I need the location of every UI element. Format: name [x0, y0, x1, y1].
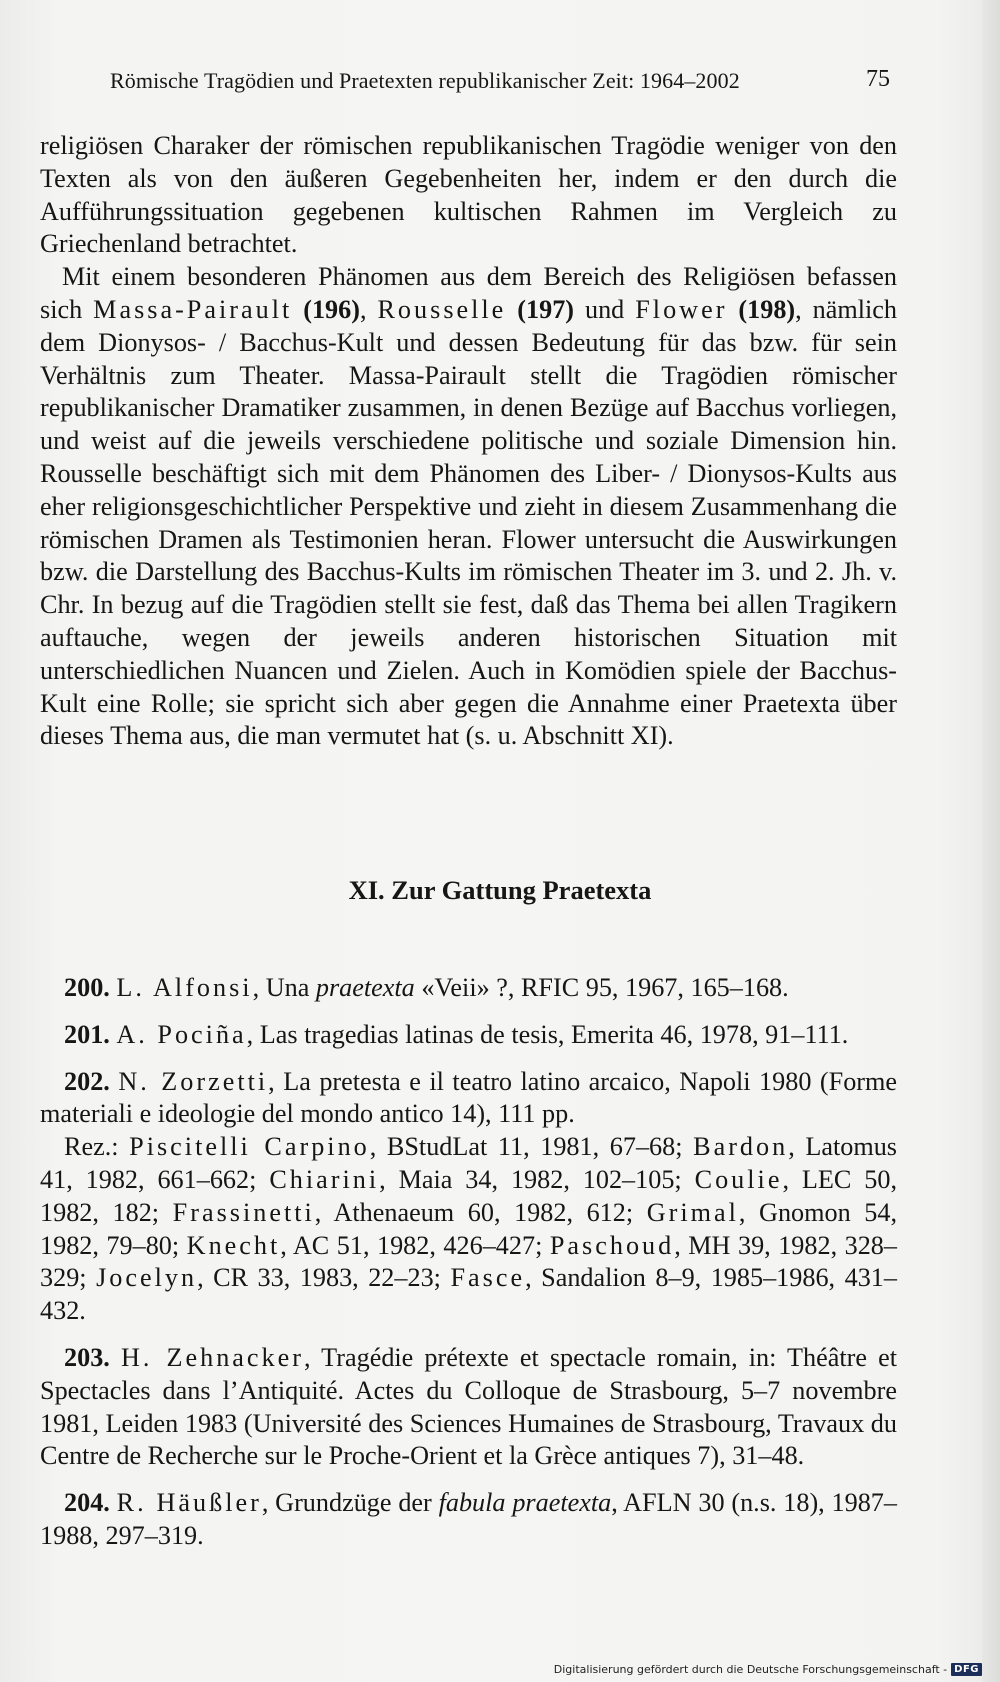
review-text: , CR 33, 1983, 22–23;	[197, 1263, 451, 1293]
review-text: , Maia 34, 1982, 102–105;	[379, 1164, 695, 1194]
reviewer-name: Piscitelli Carpino	[129, 1132, 370, 1162]
paragraph-continuation: religiösen Charaker der römischen republikanischen Tragödie weniger von den Texten als von den äußeren Gegebenheiten her, indem er den durch die Aufführungssituation gegebenen kultischen Rahmen im Vergleich zu Griechenland betrachtet.	[40, 131, 897, 259]
author-name: L. Alfonsi	[116, 973, 253, 1002]
bib-entry-202	[40, 1066, 897, 1132]
review-label: Rez.:	[64, 1132, 130, 1162]
reviewer-name: Jocelyn	[96, 1263, 198, 1293]
paragraph-text: , nämlich dem Dionysos- / Bacchus-Kult und dessen Bedeutung für das bzw. für sein Verhältnis zum Theater. Massa-Pairault stellt die Tragödien römischer republikanischer Dramatiker zusammen, in denen Bezüge auf Bacchus vorliegen, und weist auf die jeweils verschiedene politische und soziale Dimension hin. Rousselle beschäftigt sich mit dem Phänomen des Liber- / Dionysos-Kults aus eher religionsgeschichtlicher Perspektive und zieht in diesem Zusammenhang die römischen Dramen als Testimonien heran. Flower untersucht die Auswirkungen bzw. die Darstellung des Bacchus-Kults im römischen Theater im 3. und 2. Jh. v. Chr. In bezug auf die Tragödien stellt sie fest, daß das Thema bei allen Tragikern auftauche, wegen der jeweils anderen historischen Situation mit unterschiedlichen Nuancen und Zielen. Auch in Komödien spiele der Bacchus-Kult eine Rolle; sie spricht sich aber gegen die Annahme einer Praetexta über dieses Thema aus, die man vermutet hat (s. u. Abschnitt XI).	[40, 294, 898, 751]
entry-text: , Las tragedias latinas de tesis, Emerita 46, 1978, 91–111.	[246, 1019, 849, 1049]
dfg-logo: DFG	[951, 1663, 982, 1676]
bib-entry-204	[40, 1487, 897, 1553]
reviewer-name: Frassinetti	[172, 1197, 315, 1227]
review-text: , LEC 50, 1982, 182;	[40, 1164, 898, 1227]
entry-number: 201.	[64, 1019, 110, 1049]
running-head: Römische Tragödien und Praetexten republikanischer Zeit: 1964–2002	[110, 68, 740, 93]
bib-entry-200	[40, 972, 897, 1005]
author-name: Rousselle	[377, 294, 507, 324]
bib-entry-202-reviews	[40, 1131, 897, 1328]
reviewer-name: Paschoud	[549, 1230, 675, 1260]
review-text: , AC 51, 1982, 426–427;	[280, 1230, 550, 1260]
page-number: 75	[866, 66, 890, 92]
bibliography-list	[40, 972, 897, 1553]
bib-entry-203	[40, 1342, 897, 1473]
entry-reference: (197)	[517, 294, 575, 324]
review-text: , MH 39, 1982, 328–329;	[40, 1230, 897, 1293]
reviewer-name: Bardon	[693, 1132, 789, 1162]
author-name: H. Zehnacker	[120, 1342, 304, 1372]
author-name: R. Häußler	[116, 1488, 262, 1518]
page-edge	[982, 0, 1000, 1682]
paragraph-text: und	[574, 294, 636, 324]
paragraph-text: ,	[359, 294, 378, 324]
entry-number: 202.	[64, 1066, 110, 1096]
review-text: , Sandalion 8–9, 1985–1986, 431–432.	[40, 1263, 897, 1326]
funding-notice: Digitalisierung gefördert durch die Deutsche Forschungsgemeinschaft -	[553, 1663, 948, 1676]
entry-reference: (198)	[738, 294, 796, 324]
entry-number: 203.	[64, 1342, 110, 1372]
review-text: , Latomus 41, 1982, 661–662;	[40, 1132, 897, 1194]
bib-entry-201	[40, 1019, 897, 1052]
entry-number: 204.	[64, 1488, 110, 1518]
review-text: , Gnomon 54, 1982, 79–80;	[40, 1197, 898, 1260]
entry-text: , La pretesta e il teatro latino arcaico, Napoli 1980 (Forme materiali e ideologie del mondo antico 14), 111 pp.	[40, 1066, 898, 1129]
reviewer-name: Knecht	[186, 1230, 281, 1260]
reviewer-name: Chiarini	[269, 1164, 380, 1194]
reviewer-name: Grimal	[646, 1197, 739, 1227]
entry-text: , AFLN 30 (n.s. 18), 1987–1988, 297–319.	[40, 1488, 897, 1550]
author-name: Massa-Pairault	[93, 294, 293, 324]
entry-text: , Una	[252, 973, 316, 1002]
paragraph-text: Mit einem besonderen Phänomen aus dem Bereich des Religiösen befassen sich	[40, 262, 897, 324]
reviewer-name: Fasce	[450, 1263, 526, 1293]
review-text: , BStudLat 11, 1981, 67–68;	[369, 1132, 694, 1162]
entry-reference: (196)	[303, 294, 360, 324]
author-name: N. Zorzetti	[118, 1066, 269, 1096]
entry-number: 200.	[64, 973, 110, 1002]
digitization-footer	[554, 1663, 982, 1676]
entry-text: , Grundzüge der	[261, 1488, 439, 1518]
entry-title-italic: praetexta	[315, 973, 415, 1002]
section-heading: XI. Zur Gattung Praetexta	[348, 875, 652, 905]
review-text: , Athenaeum 60, 1982, 612;	[314, 1197, 647, 1227]
reviewer-name: Coulie	[694, 1164, 783, 1194]
author-name: Flower	[635, 294, 728, 324]
paragraph-dionysos	[40, 261, 897, 753]
entry-title-italic: fabula praetexta	[438, 1488, 612, 1518]
entry-text: «Veii» ?, RFIC 95, 1967, 165–168.	[414, 973, 789, 1002]
author-name: A. Pociña	[116, 1019, 247, 1049]
entry-text: , Tragédie prétexte et spectacle romain, in: Théâtre et Spectacles dans l’Antiquité. Actes du Colloque de Strasbourg, 5–7 novembre 1981, Leiden 1983 (Université des Sciences Humaines de Strasbourg, Travaux du Centre de Recherche sur le Proche-Orient et la Grèce antiques 7), 31–48.	[40, 1342, 897, 1471]
body-text	[40, 130, 897, 753]
